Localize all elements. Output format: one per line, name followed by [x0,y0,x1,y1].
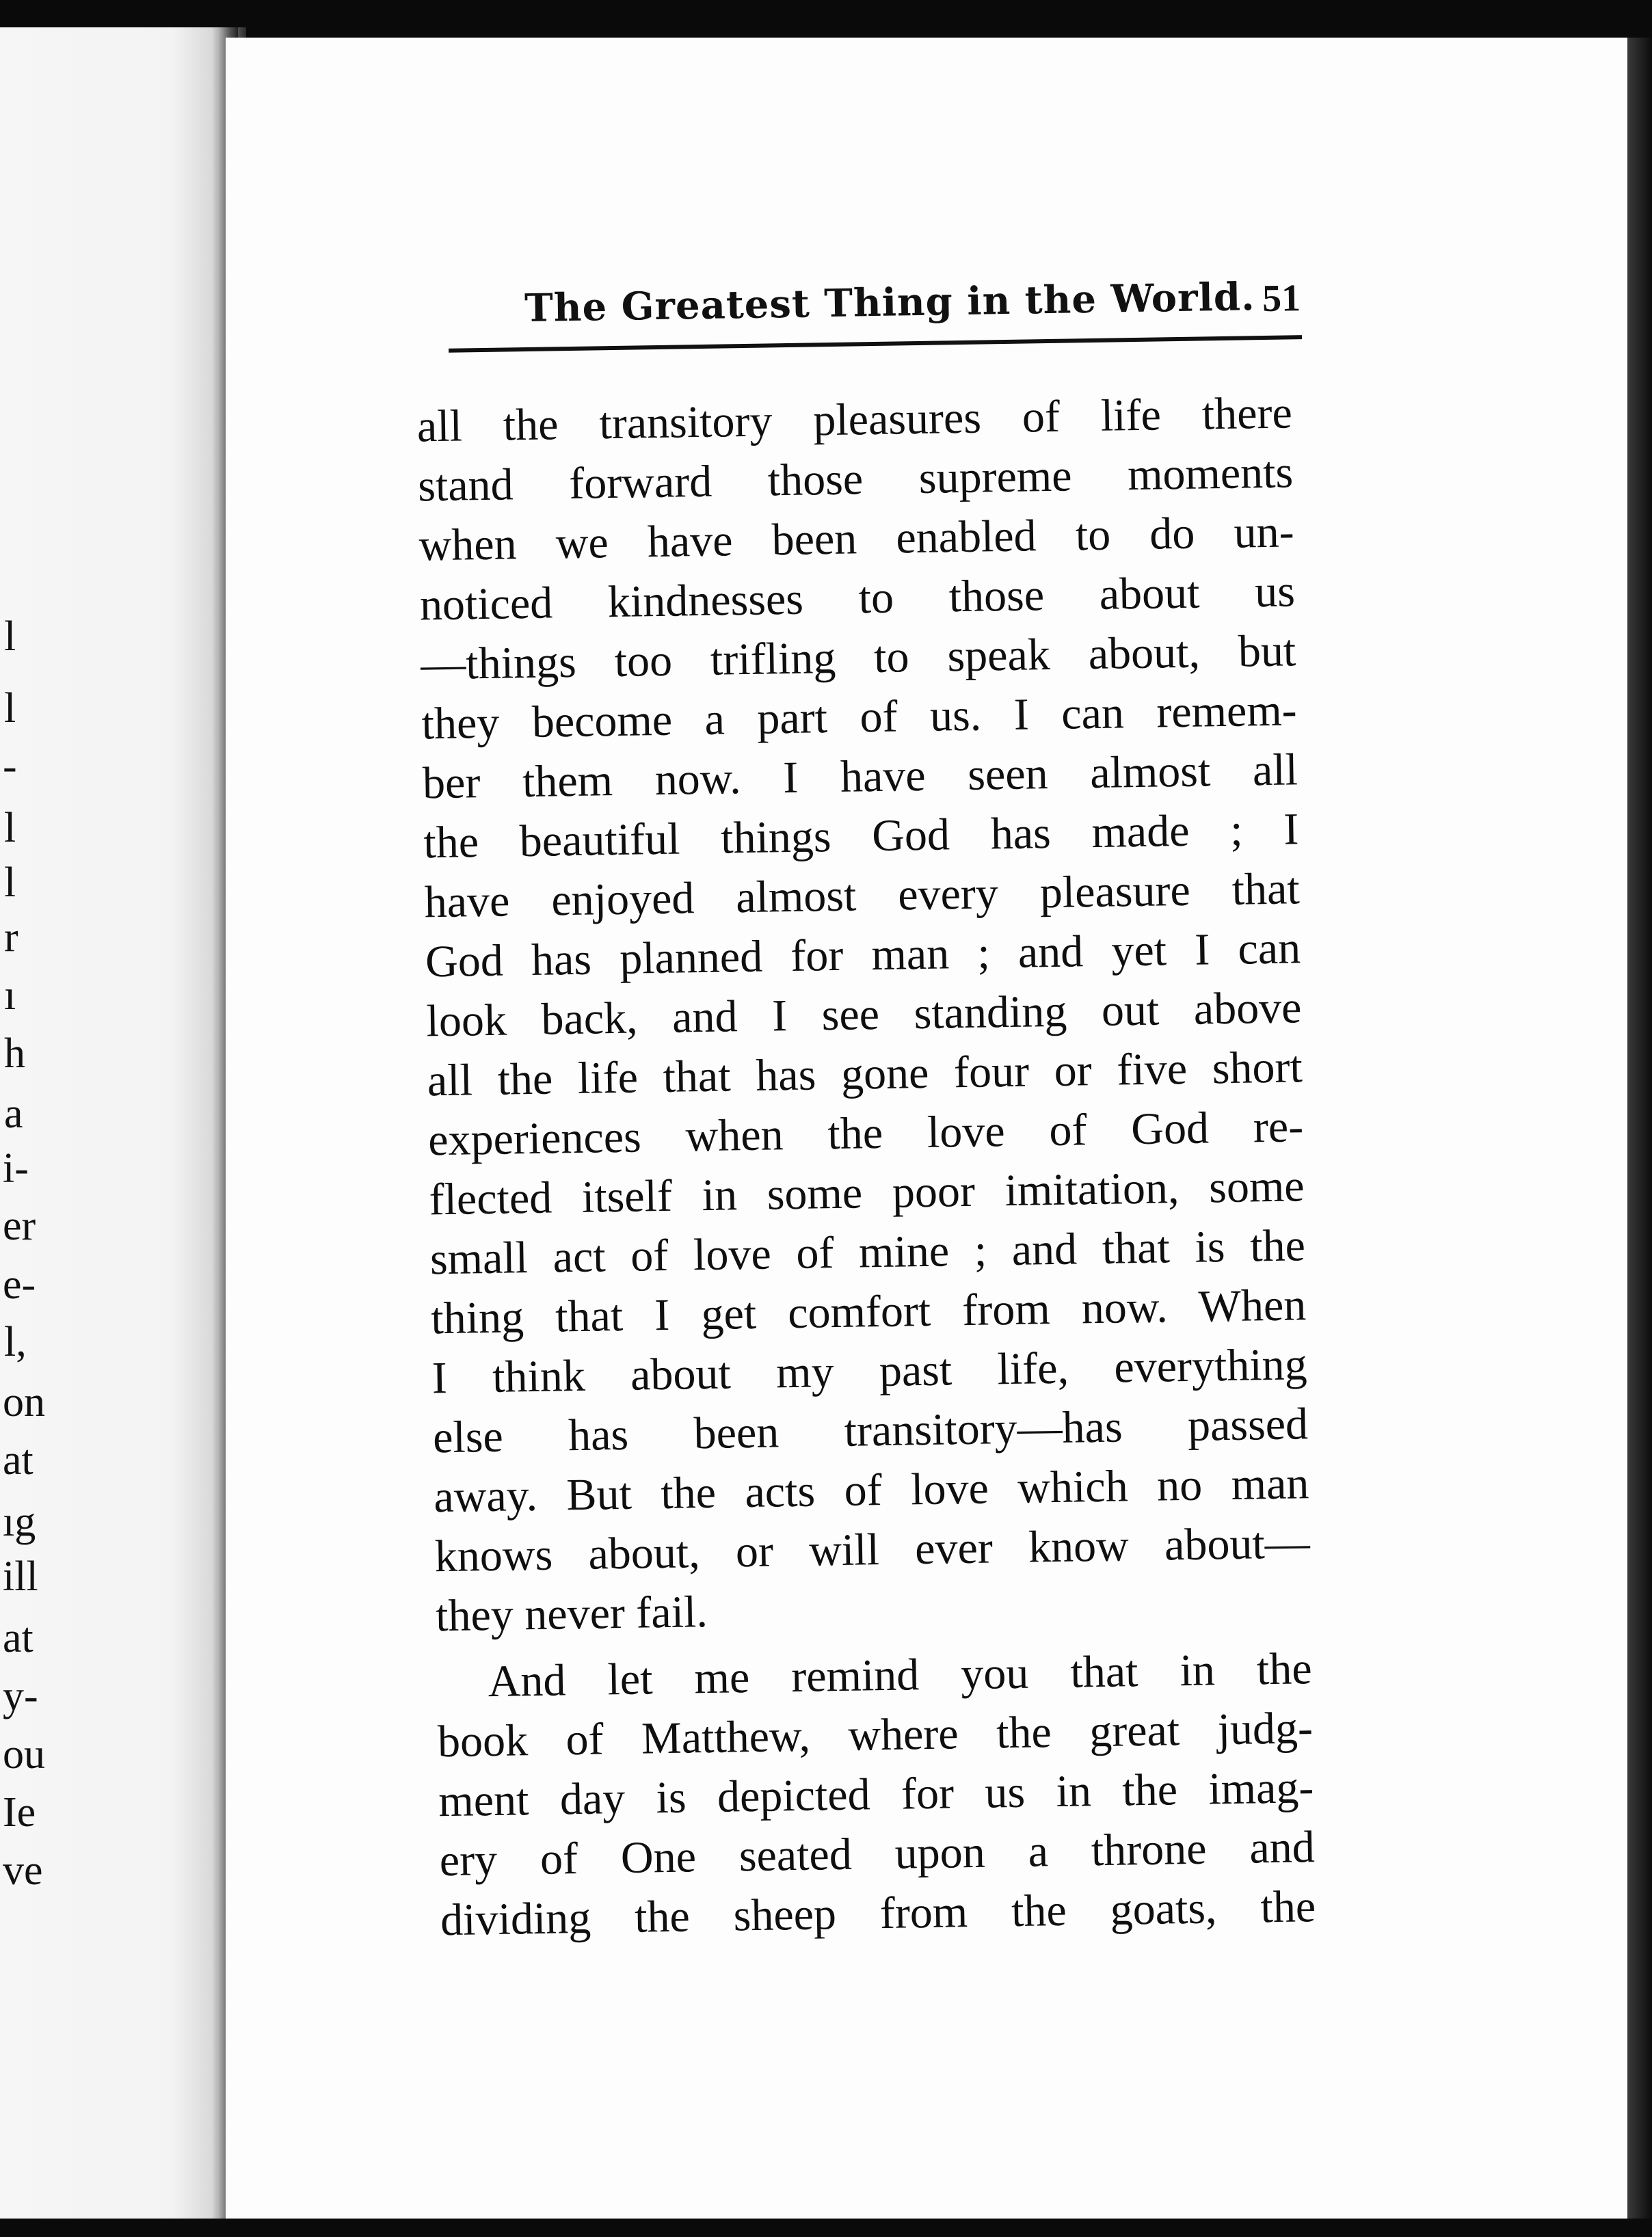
text-line: small act of love of mine ; and that is the [429,1220,1306,1285]
text-line: I think about my past life, everything [431,1339,1308,1404]
text-line: book of Matthew, where the great judg- [437,1703,1314,1767]
text-line: flected itself in some poor imitation, some [429,1161,1305,1225]
text-line: ment day is depicted for us in the imag- [438,1763,1314,1827]
page-number: 51 [1262,277,1301,321]
left-fragment: on [3,1379,45,1425]
left-fragment: r [4,914,18,961]
paragraph-2 [436,1639,1330,1950]
text-line: all the life that has gone four or five short [427,1042,1303,1106]
left-fragment: l [4,805,16,851]
text-line: look back, and I see standing out above [425,982,1302,1047]
text-line: noticed kindnesses to those about us [419,566,1296,630]
text-line: And let me remind you that in the [488,1644,1313,1707]
text-line: ber them now. I have seen almost all [422,745,1298,809]
text-line: they become a part of us. I can remem- [421,685,1298,749]
paragraph-1 [416,383,1325,1646]
text-line: thing that I get comfort from now. When [430,1280,1307,1344]
text-line: have enjoyed almost every pleasure that [424,863,1301,928]
left-fragment: at [3,1615,34,1661]
text-line: knows about, or will ever know about— [434,1518,1311,1582]
left-fragment: h [4,1030,25,1077]
text-line: all the transitory pleasures of life there [416,388,1293,452]
scan-border-bottom [0,2219,1652,2237]
body-text [416,383,1330,1950]
left-fragment: i- [3,1145,29,1192]
text-line: stand forward those supreme moments [417,447,1294,511]
text-line: experiences when the love of God re- [427,1101,1304,1166]
left-fragment: l [4,859,16,906]
left-fragment: er [3,1203,36,1249]
text-line: the beautiful things God has made ; I [423,804,1299,868]
text-line: ery of One seated upon a throne and [439,1822,1316,1886]
left-fragment: l, [4,1319,27,1365]
left-fragment: ıg [3,1499,36,1545]
left-fragment: l [4,685,16,732]
text-line: —things too trifling to speak about, but [420,626,1296,690]
text-line: they never fail. [435,1587,708,1642]
left-fragment: y- [3,1673,38,1719]
left-fragment: ı [4,972,16,1019]
left-fragment: a [4,1090,23,1137]
left-fragment: ill [3,1553,38,1600]
left-fragment: ve [3,1847,43,1894]
left-fragment: - [3,743,17,790]
left-fragment: l [4,613,16,660]
text-line: God has planned for man ; and yet I can [425,923,1301,987]
text-line: else has been transitory—has passed [432,1399,1309,1463]
text-line: dividing the sheep from the goats, the [440,1881,1316,1946]
running-header [524,273,1301,347]
left-fragment: ou [3,1731,45,1778]
text-line: when we have been enabled to do un- [418,507,1295,571]
left-fragment: e- [3,1261,36,1308]
text-line: away. But the acts of love which no man [433,1458,1309,1523]
left-fragment: Ie [3,1789,36,1836]
left-fragment: at [3,1437,34,1484]
running-title: The Greatest Thing in the World. [524,274,1256,332]
